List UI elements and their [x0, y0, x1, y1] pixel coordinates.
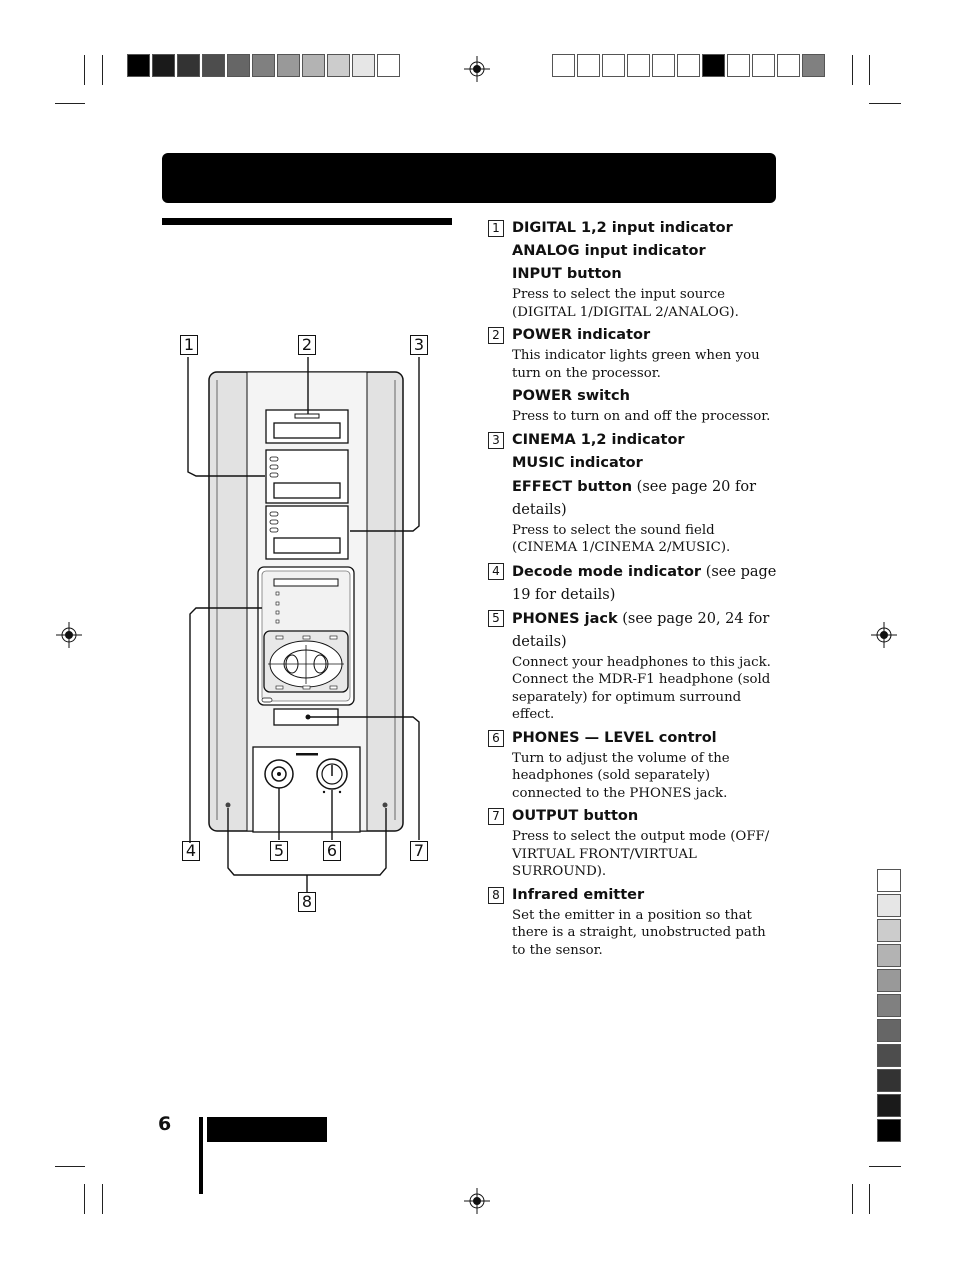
- item-title: Decode mode indicator: [512, 563, 702, 580]
- callout-3: 3: [410, 335, 428, 355]
- page-number: 6: [158, 1113, 172, 1135]
- item-description: Connect your headphones to this jack. Connect the MDR-F1 headphone (sold separately) for optimum surround effect.: [512, 654, 771, 722]
- item-6: [488, 727, 778, 803]
- section-rule: [162, 218, 452, 225]
- callout-1: 1: [180, 335, 198, 355]
- callout-6: 6: [323, 841, 341, 861]
- item-8: [488, 884, 778, 960]
- item-reference: (see page 20 for details): [512, 478, 757, 518]
- item-title: POWER switch: [512, 388, 630, 404]
- item-title: EFFECT button: [512, 478, 633, 495]
- item-title: POWER indicator: [512, 327, 651, 343]
- item-description: Press to select the input source (DIGITAL 1/DIGITAL 2/ANALOG).: [512, 287, 739, 320]
- item-number: 7: [488, 808, 504, 825]
- item-title: PHONES jack: [512, 610, 618, 627]
- item-title: DIGITAL 1,2 input indicator: [512, 220, 733, 236]
- callout-2: 2: [298, 335, 316, 355]
- item-number: 1: [488, 220, 504, 237]
- item-2: [488, 324, 778, 426]
- callout-4: 4: [182, 841, 200, 861]
- item-description: Turn to adjust the volume of the headphones (sold separately) connected to the PHONES jack.: [512, 750, 730, 801]
- footer-rule: [199, 1117, 203, 1194]
- item-description: Press to select the output mode (OFF/ VIRTUAL FRONT/VIRTUAL SURROUND).: [512, 829, 770, 879]
- item-number: 5: [488, 610, 504, 627]
- item-reference: (see page 20, 24 for details): [512, 610, 770, 650]
- item-number: 2: [488, 327, 504, 344]
- item-description: Set the emitter in a position so that there is a straight, unobstructed path to the sensor.: [512, 907, 766, 958]
- item-5: [488, 607, 778, 724]
- item-description: Press to select the sound field (CINEMA 1/CINEMA 2/MUSIC).: [512, 522, 731, 555]
- front-panel-diagram: [160, 325, 460, 925]
- callout-7: 7: [410, 841, 428, 861]
- item-4: [488, 560, 778, 606]
- item-title: INPUT button: [512, 266, 622, 282]
- item-number: 3: [488, 432, 504, 449]
- item-title: OUTPUT button: [512, 808, 639, 824]
- item-number: 6: [488, 730, 504, 747]
- chapter-header-bar: [162, 153, 776, 203]
- item-number: 8: [488, 887, 504, 904]
- item-description: Press to turn on and off the processor.: [512, 409, 771, 424]
- item-list: [488, 217, 778, 962]
- item-1: [488, 217, 778, 321]
- item-title: MUSIC indicator: [512, 454, 643, 471]
- item-reference: (see page 19 for details): [512, 563, 777, 603]
- item-number: 4: [488, 563, 504, 580]
- item-title: Infrared emitter: [512, 886, 645, 903]
- callout-8: 8: [298, 892, 316, 912]
- footer-tab: [207, 1117, 327, 1142]
- item-3: [488, 429, 778, 557]
- item-title: ANALOG input indicator: [512, 243, 706, 259]
- item-title: PHONES — LEVEL control: [512, 729, 717, 746]
- callout-5: 5: [270, 841, 288, 861]
- item-description: This indicator lights green when you turn on the processor.: [512, 348, 760, 381]
- item-7: [488, 805, 778, 881]
- item-title: CINEMA 1,2 indicator: [512, 431, 685, 448]
